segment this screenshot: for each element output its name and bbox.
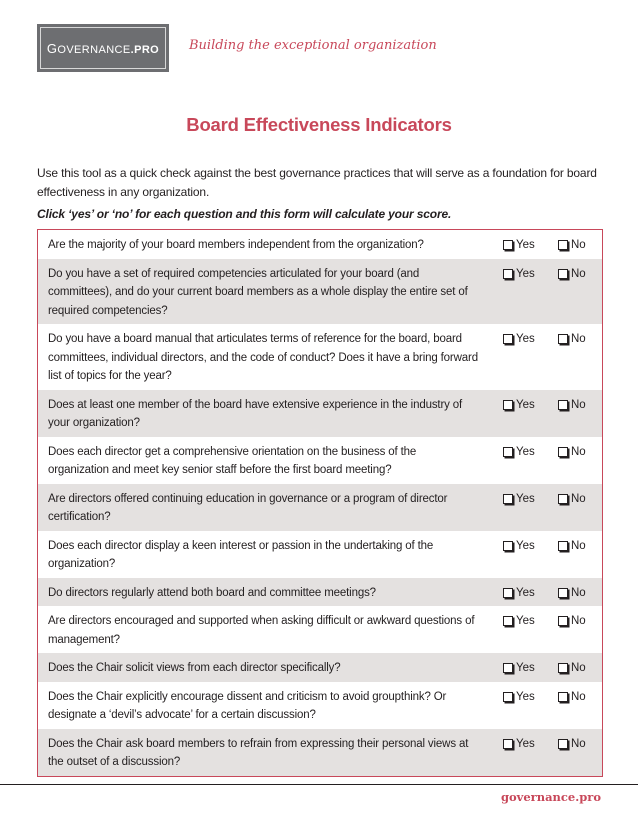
checkbox-icon[interactable] — [558, 334, 568, 344]
question-row — [38, 682, 602, 729]
no-option[interactable] — [558, 735, 586, 754]
no-option[interactable] — [558, 688, 586, 707]
checkbox-icon[interactable] — [503, 588, 513, 598]
no-label: No — [571, 737, 586, 750]
no-option[interactable] — [558, 330, 586, 349]
checkbox-icon[interactable] — [503, 739, 513, 749]
checkbox-icon[interactable] — [558, 616, 568, 626]
footer-divider — [0, 784, 638, 785]
yes-label: Yes — [516, 586, 535, 599]
yes-option[interactable] — [503, 490, 558, 509]
yes-label: Yes — [516, 267, 535, 280]
checkbox-icon[interactable] — [503, 240, 513, 250]
question-text: Does the Chair solicit views from each director specifically? — [48, 662, 341, 674]
checkbox-icon[interactable] — [503, 494, 513, 504]
question-text: Are directors encouraged and supported when asking difficult or awkward questions of management? — [48, 615, 475, 646]
question-text: Does each director display a keen interest or passion in the undertaking of the organization? — [48, 539, 434, 570]
no-option[interactable] — [558, 443, 586, 462]
checkbox-icon[interactable] — [558, 692, 568, 702]
question-row — [38, 578, 602, 607]
question-text: Do directors regularly attend both board and committee meetings? — [48, 586, 376, 599]
question-text: Are directors offered continuing education in governance or a program of director certification? — [48, 492, 448, 523]
question-row — [38, 390, 602, 437]
yes-label: Yes — [516, 333, 535, 345]
yes-option[interactable] — [503, 265, 558, 284]
yes-option[interactable] — [503, 396, 558, 415]
no-label: No — [571, 690, 586, 703]
governance-pro-logo — [37, 24, 169, 72]
checkbox-icon[interactable] — [503, 269, 513, 279]
question-text: Does each director get a comprehensive orientation on the business of the organization and meet key senior staff before the first board meeting? — [48, 445, 417, 476]
question-row — [38, 324, 602, 390]
question-row — [38, 484, 602, 531]
checkbox-icon[interactable] — [558, 663, 568, 673]
checkbox-icon[interactable] — [503, 400, 513, 410]
yes-label: Yes — [516, 492, 535, 505]
checkbox-icon[interactable] — [558, 588, 568, 598]
no-option[interactable] — [558, 584, 586, 603]
no-option[interactable] — [558, 490, 586, 509]
no-label: No — [571, 615, 586, 627]
yes-option[interactable] — [503, 330, 558, 349]
checkbox-icon[interactable] — [558, 269, 568, 279]
yes-label: Yes — [516, 615, 535, 627]
checkbox-icon[interactable] — [503, 334, 513, 344]
instruction-text: Click ‘yes’ or ‘no’ for each question and this form will calculate your score. — [37, 207, 452, 221]
question-row — [38, 230, 602, 259]
no-option[interactable] — [558, 265, 586, 284]
question-row — [38, 259, 602, 325]
logo-text: GOVERNANCE.PRO — [46, 40, 160, 56]
question-text: Does at least one member of the board have extensive experience in the industry of your organization? — [48, 398, 463, 429]
yes-option[interactable] — [503, 688, 558, 707]
no-label: No — [571, 492, 586, 505]
tagline: Building the exceptional organization — [189, 38, 437, 53]
questions-table — [37, 229, 603, 777]
question-row — [38, 606, 602, 653]
no-label: No — [571, 586, 586, 599]
question-row — [38, 729, 602, 776]
checkbox-icon[interactable] — [558, 447, 568, 457]
checkbox-icon[interactable] — [503, 616, 513, 626]
yes-label: Yes — [516, 690, 535, 703]
checkbox-icon[interactable] — [503, 541, 513, 551]
yes-option[interactable] — [503, 236, 558, 255]
no-option[interactable] — [558, 236, 586, 255]
yes-label: Yes — [516, 737, 535, 750]
no-option[interactable] — [558, 396, 586, 415]
no-option[interactable] — [558, 537, 586, 556]
checkbox-icon[interactable] — [503, 447, 513, 457]
checkbox-icon[interactable] — [503, 663, 513, 673]
checkbox-icon[interactable] — [503, 692, 513, 702]
question-text: Does the Chair ask board members to refrain from expressing their personal views at the outset of a discussion? — [48, 737, 469, 768]
no-option[interactable] — [558, 612, 586, 631]
checkbox-icon[interactable] — [558, 494, 568, 504]
no-label: No — [571, 445, 586, 458]
yes-option[interactable] — [503, 612, 558, 631]
question-text: Does the Chair explicitly encourage dissent and criticism to avoid groupthink? Or designate a ‘devil’s advocate’ for a certain discussion? — [48, 690, 447, 721]
no-label: No — [571, 539, 586, 552]
yes-option[interactable] — [503, 443, 558, 462]
checkbox-icon[interactable] — [558, 400, 568, 410]
yes-option[interactable] — [503, 659, 558, 678]
yes-label: Yes — [516, 398, 535, 411]
question-row — [38, 531, 602, 578]
yes-label: Yes — [516, 239, 535, 251]
no-option[interactable] — [558, 659, 586, 678]
yes-option[interactable] — [503, 537, 558, 556]
question-text: Do you have a set of required competencies articulated for your board (and committees), and do your current board members as a whole display the entire set of required competencies? — [48, 267, 468, 317]
no-label: No — [571, 662, 586, 674]
footer-url[interactable]: governance.pro — [500, 790, 601, 804]
yes-label: Yes — [516, 539, 535, 552]
question-text: Are the majority of your board members independent from the organization? — [48, 239, 424, 251]
question-row — [38, 653, 602, 682]
checkbox-icon[interactable] — [558, 541, 568, 551]
yes-label: Yes — [516, 662, 535, 674]
yes-label: Yes — [516, 445, 535, 458]
no-label: No — [571, 333, 586, 345]
yes-option[interactable] — [503, 584, 558, 603]
no-label: No — [571, 398, 586, 411]
checkbox-icon[interactable] — [558, 240, 568, 250]
question-text: Do you have a board manual that articulates terms of reference for the board, board committees, individual directors, and the code of conduct? Does it have a bring forward list of topics for the year? — [48, 333, 478, 382]
question-row — [38, 437, 602, 484]
no-label: No — [571, 267, 586, 280]
no-label: No — [571, 239, 586, 251]
intro-text: Use this tool as a quick check against the best governance practices that will serve as a foundation for board effectiveness in any organization. — [37, 166, 597, 199]
checkbox-icon[interactable] — [558, 739, 568, 749]
page-title: Board Effectiveness Indicators — [186, 114, 452, 135]
yes-option[interactable] — [503, 735, 558, 754]
